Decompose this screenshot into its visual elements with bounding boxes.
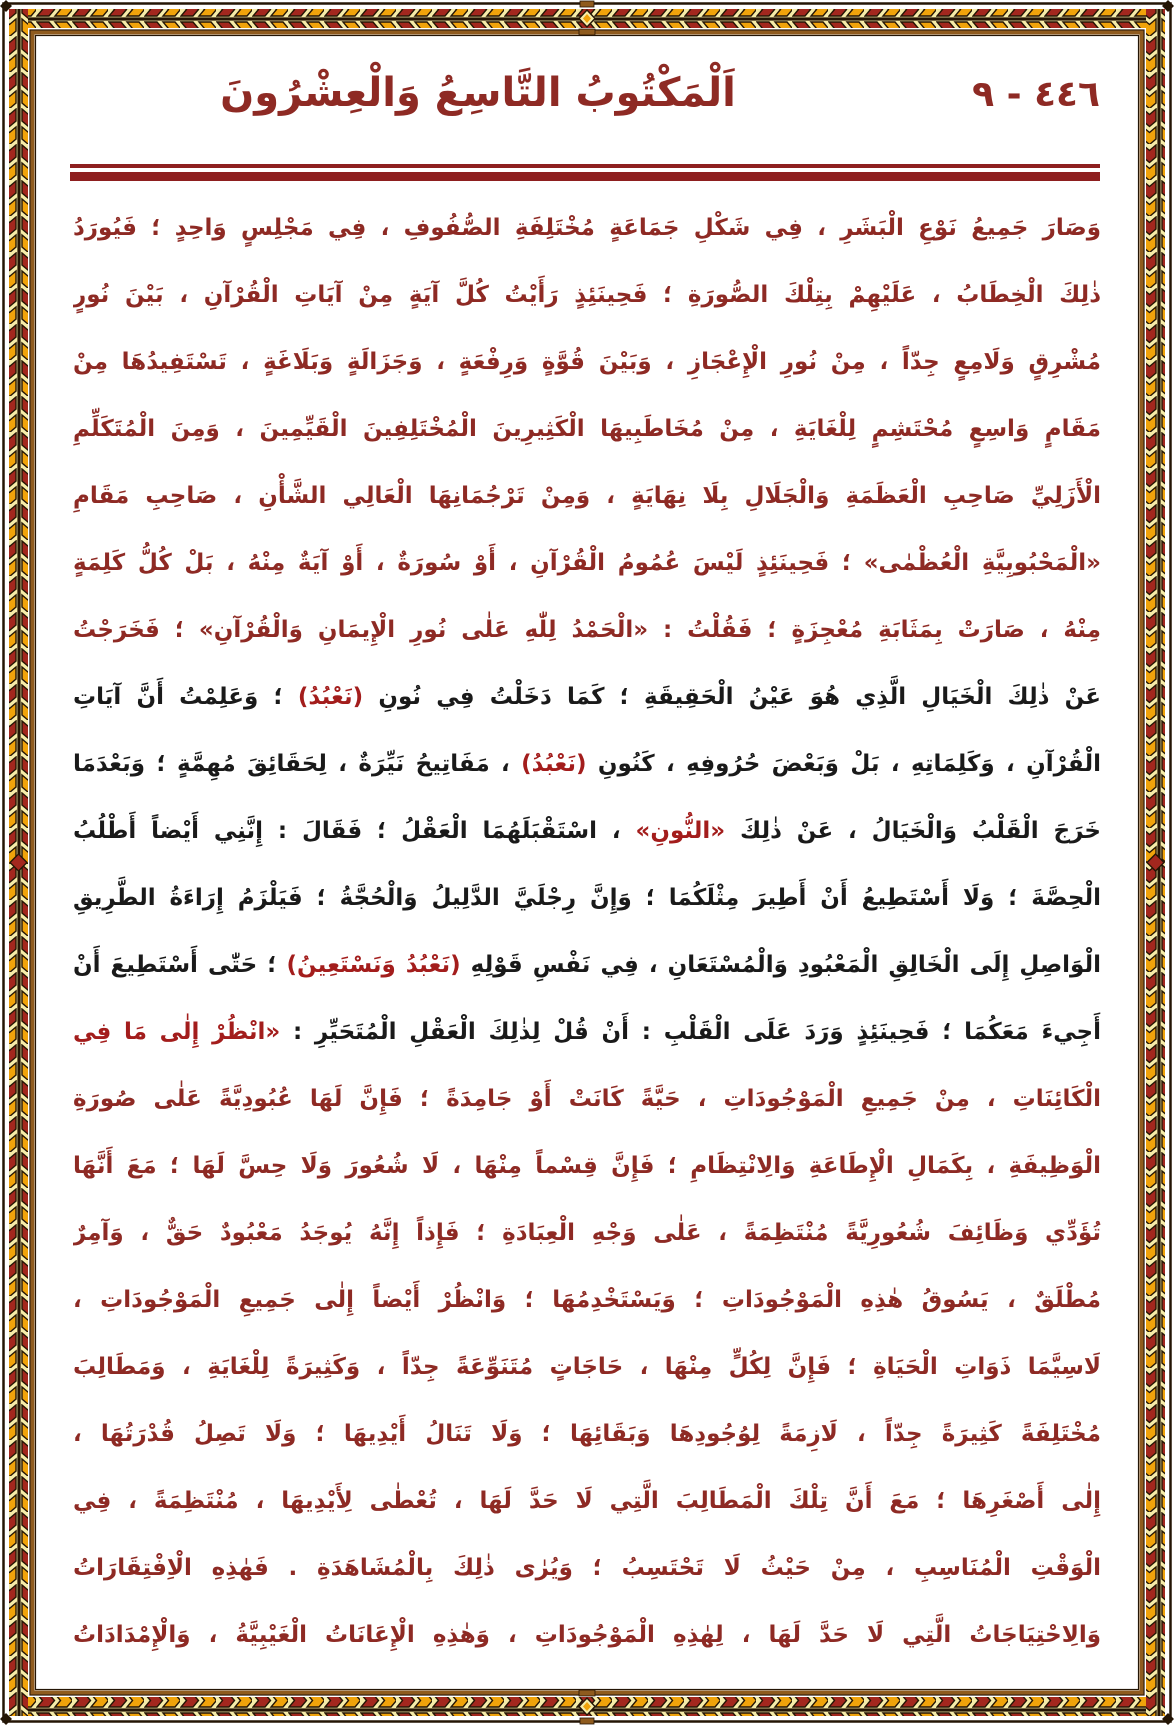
text-line <box>73 1066 1101 1133</box>
text-line <box>73 798 1101 865</box>
highlighted-word: (نَعْبُدُ) <box>521 751 587 777</box>
body-text-segment: ، اسْتَقْبَلَهُمَا الْعَقْلُ ؛ فَقَالَ : إِنَّنِي أَيْضاً أَطْلُبُ <box>73 818 636 844</box>
body-text-segment: الْوَظِيفَةِ ، بِكَمَالِ الْإِطَاعَةِ وَالِانْتِظَامِ ؛ فَإِنَّ قِسْماً مِنْهَا ، لَا شُعُورَ وَلَا حِسَّ لَهَا ؛ مَعَ أَنَّهَا <box>73 1153 1101 1179</box>
highlighted-word: «النُّونِ» <box>635 818 726 844</box>
text-line <box>73 1602 1101 1669</box>
text-line <box>73 396 1101 463</box>
body-text-segment: مُشْرِقٍ وَلَامِعٍ جِدّاً ، مِنْ نُورِ الْإِعْجَازِ ، وَبَيْنَ قُوَّةٍ وَرِفْعَةٍ ، وَجَزَالَةٍ وَبَلَاغَةٍ ، تَسْتَفِيدُهَا مِنْ <box>73 349 1101 375</box>
body-text-segment: وَصَارَ جَمِيعُ نَوْعِ الْبَشَرِ ، فِي شَكْلِ جَمَاعَةٍ مُخْتَلِفَةِ الصُّفُوفِ ، فِي مَجْلِسٍ وَاحِدٍ ؛ فَيُورَدُ <box>73 215 1101 241</box>
body-text-segment: الْكَائِنَاتِ ، مِنْ جَمِيعِ الْمَوْجُودَاتِ ، حَيَّةً كَانَتْ أَوْ جَامِدَةً ؛ فَإِنَّ لَهَا عُبُودِيَّةً عَلٰى صُورَةِ <box>73 1086 1101 1112</box>
body-text-segment: مَقَامٍ وَاسِعٍ مُحْتَشِمٍ لِلْغَايَةِ ، مِنْ مُخَاطَبِيهَا الْكَثِيرِينَ الْمُخْتَلِفِينَ الْقَيِّمِينَ ، وَمِنَ الْمُتَكَلِّمِ <box>73 416 1101 442</box>
text-line <box>73 1468 1101 1535</box>
text-line <box>73 932 1101 999</box>
body-text-segment: مُخْتَلِفَةً كَثِيرَةً جِدّاً ، لَازِمَةً لِوُجُودِهَا وَبَقَائِهَا ؛ وَلَا تَنَالُ أَيْدِيهَا ؛ وَلَا تَصِلُ قُدْرَتُهَا ، <box>73 1421 1101 1447</box>
highlighted-word: (نَعْبُدُ) <box>297 684 364 710</box>
body-text-segment: ، مَفَاتِيحُ نَيِّرَةٌ ، لِحَقَائِقَ مُهِمَّةٍ ؛ وَبَعْدَمَا <box>73 751 522 777</box>
body-text-segment: ذٰلِكَ الْخِطَابُ ، عَلَيْهِمْ بِتِلْكَ الصُّورَةِ ؛ فَحِينَئِذٍ رَأَيْتُ كُلَّ آيَةٍ مِنْ آيَاتِ الْقُرْآنِ ، بَيْنَ نُورٍ <box>73 282 1101 308</box>
body-text-segment: وَالِاحْتِيَاجَاتُ الَّتِي لَا حَدَّ لَهَا ، لِهٰذِهِ الْمَوْجُودَاتِ ، وَهٰذِهِ الْإِعَانَاتُ الْغَيْبِيَّةُ ، وَالْإِمْدَادَاتُ <box>73 1622 1101 1648</box>
text-line <box>73 195 1101 262</box>
text-line <box>73 463 1101 530</box>
text-line <box>73 664 1101 731</box>
page-header <box>38 60 1136 156</box>
text-line <box>73 1334 1101 1401</box>
text-line <box>73 865 1101 932</box>
page-title: اَلْمَكْتُوبُ التَّاسِعُ وَالْعِشْرُونَ <box>220 70 736 116</box>
body-text-segment: عَنْ ذٰلِكَ الْخَيَالِ الَّذِي هُوَ عَيْنُ الْحَقِيقَةِ ؛ كَمَا دَخَلْتُ فِي نُونِ <box>363 684 1101 710</box>
page-number: ٤٤٦ - ٩ <box>972 74 1100 115</box>
header-divider <box>70 164 1100 181</box>
body-text-segment: الْوَاصِلِ إِلَى الْخَالِقِ الْمَعْبُودِ وَالْمُسْتَعَانِ ، فِي نَفْسِ قَوْلِهِ <box>460 952 1101 978</box>
body-text-segment: تُؤَدِّي وَظَائِفَ شُعُورِيَّةً مُنْتَظِمَةً ، عَلٰى وَجْهِ الْعِبَادَةِ ؛ فَإِذاً إِنَّهُ يُوجَدُ مَعْبُودٌ حَقٌّ ، وَآمِرٌ <box>73 1220 1101 1246</box>
body-text-segment: أَجِيءَ مَعَكُمَا ؛ فَحِينَئِذٍ وَرَدَ عَلَى الْقَلْبِ : أَنْ قُلْ لِذٰلِكَ الْعَقْلِ الْمُتَحَيِّرِ : <box>280 1019 1101 1045</box>
body-text-segment: الْأَزَلِيِّ صَاحِبِ الْعَظَمَةِ وَالْجَلَالِ بِلَا نِهَايَةٍ ، وَمِنْ تَرْجُمَانِهَا الْعَالِي الشَّأْنِ ، صَاحِبِ مَقَامِ <box>73 483 1101 509</box>
highlighted-word: (نَعْبُدُ وَنَسْتَعِينُ) <box>286 952 461 978</box>
text-line <box>73 731 1101 798</box>
body-text <box>73 195 1101 1669</box>
body-text-segment: لَاسِيَّمَا ذَوَاتِ الْحَيَاةِ ؛ فَإِنَّ لِكُلٍّ مِنْهَا ، حَاجَاتٍ مُتَنَوِّعَةً جِدّاً ، وَكَثِيرَةً لِلْغَايَةِ ، وَمَطَالِبَ <box>73 1354 1101 1380</box>
divider-thick-line <box>70 172 1100 181</box>
body-text-segment: خَرَجَ الْقَلْبُ وَالْخَيَالُ ، عَنْ ذٰلِكَ <box>725 818 1101 844</box>
body-text-segment: ؛ وَعَلِمْتُ أَنَّ آيَاتِ <box>73 684 298 710</box>
text-line <box>73 1200 1101 1267</box>
body-text-segment: «الْمَحْبُوبِيَّةِ الْعُظْمٰى» ؛ فَحِينَئِذٍ لَيْسَ عُمُومُ الْقُرْآنِ ، أَوْ سُورَةٌ ، أَوْ آيَةٌ مِنْهُ ، بَلْ كُلُّ كَلِمَةٍ <box>73 550 1101 576</box>
body-text-segment: الْقُرْآنِ ، وَكَلِمَاتِهِ ، بَلْ وَبَعْضَ حُرُوفِهِ ، كَنُونِ <box>586 751 1101 777</box>
text-line <box>73 530 1101 597</box>
body-text-segment: ؛ حَتّٰى أَسْتَطِيعَ أَنْ <box>73 952 287 978</box>
text-line <box>73 1401 1101 1468</box>
body-text-segment: مُطْلَقٌ ، يَسُوقُ هٰذِهِ الْمَوْجُودَاتِ ؛ وَيَسْتَخْدِمُهَا ؛ وَانْظُرْ أَيْضاً إِلٰى جَمِيعِ الْمَوْجُودَاتِ ، <box>73 1287 1101 1313</box>
body-text-segment: الْحِصَّةَ ؛ وَلَا أَسْتَطِيعُ أَنْ أَطِيرَ مِثْلَكُمَا ؛ وَإِنَّ رِجْلَيَّ الدَّلِيلُ وَالْحُجَّةُ ؛ فَيَلْزَمُ إِرَاءَةُ الطَّرِيقِ <box>73 885 1101 911</box>
body-text-segment: مِنْهُ ، صَارَتْ بِمَثَابَةِ مُعْجِزَةٍ ؛ فَقُلْتُ : «الْحَمْدُ لِلّٰهِ عَلٰى نُورِ الْإِيمَانِ وَالْقُرْآنِ» ؛ فَخَرَجْتُ <box>73 617 1101 643</box>
body-text-segment: الْوَقْتِ الْمُنَاسِبِ ، مِنْ حَيْثُ لَا تَحْتَسِبُ ؛ وَيُرٰى ذٰلِكَ بِالْمُشَاهَدَةِ . فَهٰذِهِ الْاِفْتِقَارَاتُ <box>73 1555 1101 1581</box>
text-line <box>73 262 1101 329</box>
highlighted-word: «انْظُرْ إِلٰى مَا فِي <box>73 1019 281 1045</box>
text-line <box>73 1267 1101 1334</box>
text-line <box>73 597 1101 664</box>
body-text-segment: إِلٰى أَصْغَرِهَا ؛ مَعَ أَنَّ تِلْكَ الْمَطَالِبَ الَّتِي لَا حَدَّ لَهَا ، تُعْطٰى لِأَيْدِيهَا ، مُنْتَظِمَةً ، فِي <box>73 1488 1101 1514</box>
page-content <box>38 38 1136 1687</box>
text-line <box>73 999 1101 1066</box>
text-line <box>73 1535 1101 1602</box>
text-line <box>73 1133 1101 1200</box>
text-line <box>73 329 1101 396</box>
